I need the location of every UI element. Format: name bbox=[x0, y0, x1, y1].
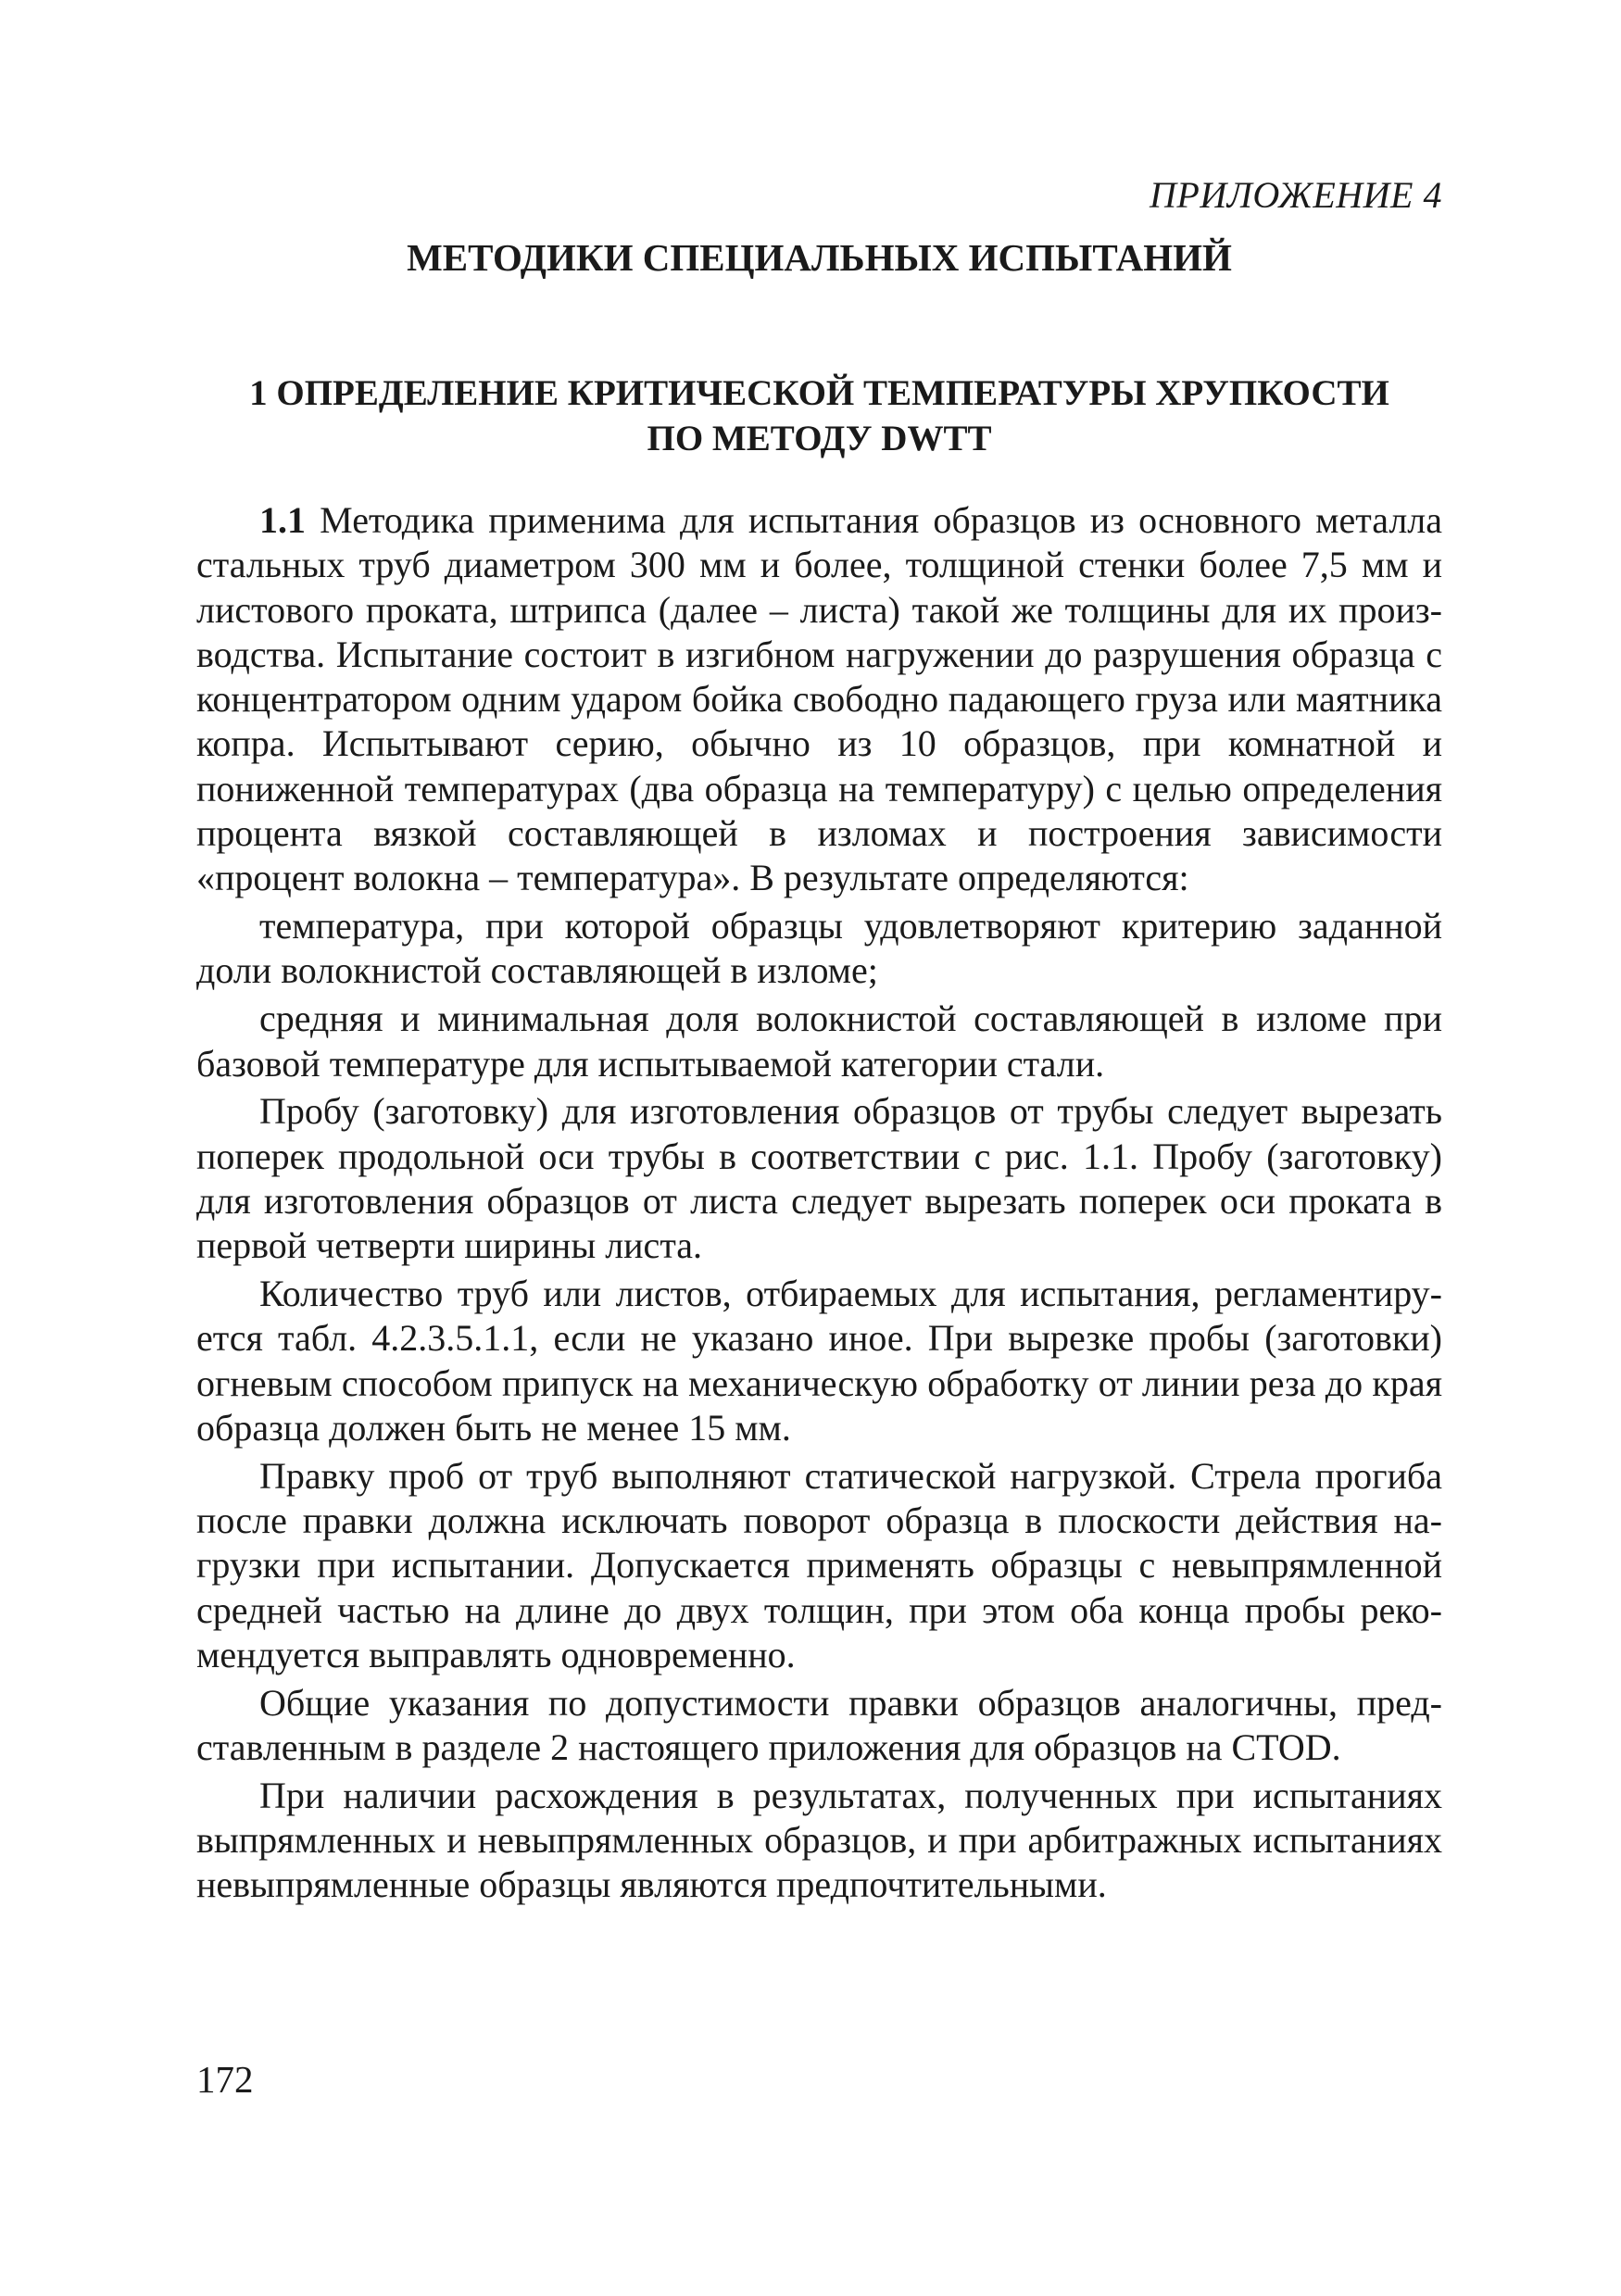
paragraph-8: При наличии расхождения в результатах, полученных при испытаниях выпрямленных и невыпрямленных образцов, и при арбитражных испытаниях невыпрямленные образцы являются предпочтительными. bbox=[196, 1774, 1442, 1906]
main-title: МЕТОДИКИ СПЕЦИАЛЬНЫХ ИСПЫТАНИЙ bbox=[407, 236, 1232, 279]
clause-number: 1.1 bbox=[259, 499, 306, 541]
appendix-label: ПРИЛОЖЕНИЕ 4 bbox=[1150, 174, 1442, 216]
paragraph-5: Количество труб или листов, отбираемых для испытания, регламентируется табл. 4.2.3.5.1.1, если не указано иное. При вырезке пробы (заготовки) огневым способом припуск на механическую обработку от линии реза до края образца должен быть не менее 15 мм. bbox=[196, 1273, 1442, 1449]
paragraph-3: средняя и минимальная доля волокнистой составляющей в изломе при базовой температуре для испытываемой категории стали. bbox=[196, 997, 1442, 1085]
paragraph-1-text: Методика применима для испытания образцов из основного металла стальных труб диаметром 300 мм и более, толщиной стенки более 7,5 мм и листового проката, штрипса (далее – листа) такой же толщины для их производства. Испытание состоит в изгибном нагружении до разрушения образца с концентратором одним ударом бойка свободно падающего груза или маятника копра. Испытывают серию, обычно из 10 образцов, при комнатной и пониженной температурах (два образца на температуру) с целью определения процента вязкой составляющей в изломах и построения зависимости «процент волокна – температура». В результате определяются: bbox=[196, 499, 1442, 899]
body-text bbox=[196, 498, 1442, 1911]
paragraph-7: Общие указания по допустимости правки образцов аналогичны, представленным в разделе 2 настоящего приложения для образцов на CTOD. bbox=[196, 1681, 1442, 1769]
document-page bbox=[196, 0, 1442, 2296]
paragraph-6: Правку проб от труб выполняют статической нагрузкой. Стрела прогиба после правки должна исключать поворот образца в плоскости действия нагрузки при испытании. Допускается применять образцы с невыпрямленной средней частью на длине до двух толщин, при этом оба конца пробы рекомендуется выправлять одновременно. bbox=[196, 1454, 1442, 1675]
paragraph-2: температура, при которой образцы удовлетворяют критерию заданной доли волокнистой составляющей в изломе; bbox=[196, 905, 1442, 992]
section-title bbox=[196, 370, 1442, 461]
paragraph-1 bbox=[196, 498, 1442, 901]
page-number: 172 bbox=[196, 2058, 254, 2101]
section-title-line-1: 1 ОПРЕДЕЛЕНИЕ КРИТИЧЕСКОЙ ТЕМПЕРАТУРЫ ХРУПКОСТИ bbox=[249, 373, 1389, 413]
paragraph-4: Пробу (заготовку) для изготовления образцов от трубы следует вырезать поперек продольной оси трубы в соответствии с рис. 1.1. Пробу (заготовку) для изготовления образцов от листа следует вырезать поперек оси проката в первой четверти ширины листа. bbox=[196, 1090, 1442, 1267]
section-title-line-2: ПО МЕТОДУ DWTT bbox=[647, 419, 992, 458]
